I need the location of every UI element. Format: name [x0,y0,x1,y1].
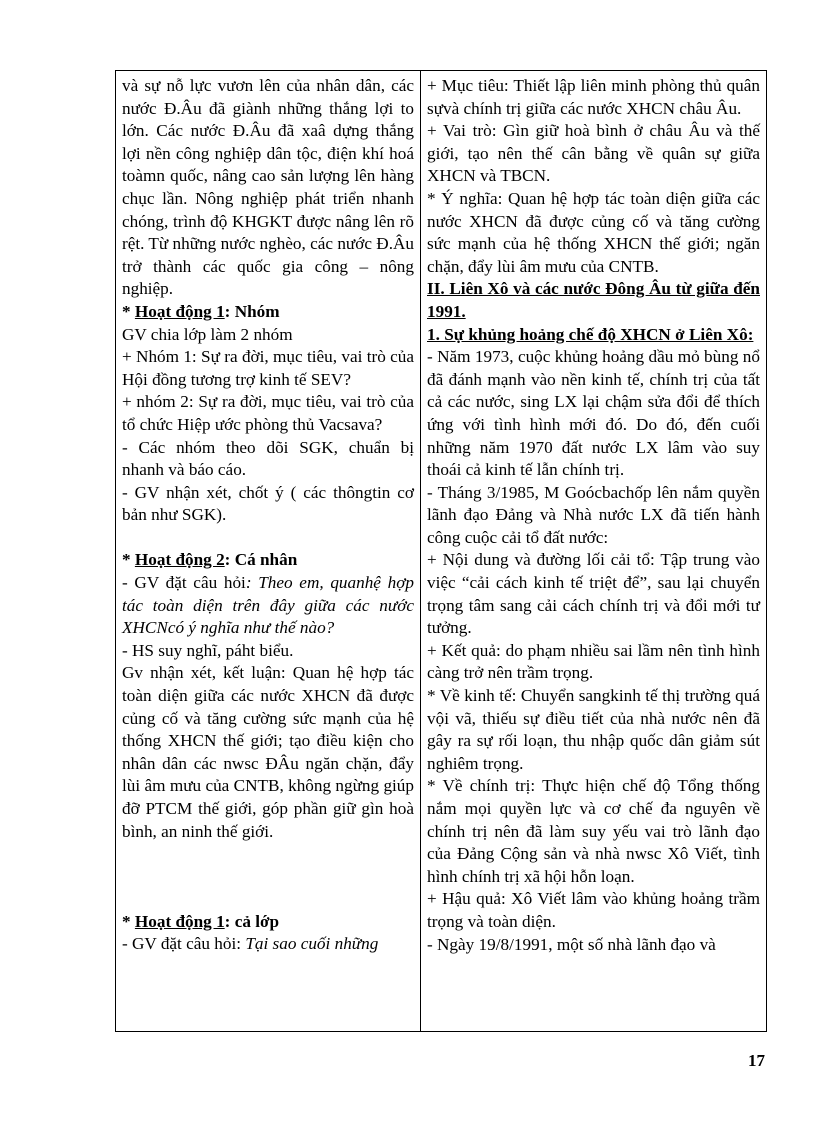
paragraph: - Tháng 3/1985, M Goócbachốp lên nắm quyền lãnh đạo Đảng và Nhà nước LX đã tiến hành công cuộc cải tổ đất nước: [427,482,760,547]
paragraph: * Ý nghĩa: Quan hệ hợp tác toàn diện giữa các nước XHCN đã được củng cố và tăng cường sức mạnh của hệ thống XHCN thế giới; ngăn chặn, đẩy lùi âm mưu của CNTB. [427,188,760,276]
paragraph: + Mục tiêu: Thiết lập liên minh phòng thủ quân sựvà chính trị giữa các nước XHCN châu Âu. [427,76,760,118]
paragraph: + Kết quả: do phạm nhiều sai lầm nên tình hình càng trở nên trầm trọng. [427,640,760,683]
paragraph: + Nhóm 1: Sự ra đời, mục tiêu, vai trò của Hội đồng tương trợ kinh tế SEV? [122,347,414,389]
paragraph [122,572,414,640]
paragraph: + Vai trò: Gìn giữ hoà bình ở châu Âu và thế giới, tạo nên thế cân bằng về quân sự giữa XHCN và TBCN. [427,121,760,186]
question-lead: - GV đặt câu hỏi: [122,934,246,954]
content-table [115,70,767,1032]
heading-prefix: * [122,550,135,570]
heading-rest: : Nhóm [224,301,280,321]
activity-heading [122,549,414,572]
heading-prefix: * [122,301,135,321]
paragraph: * Về kinh tế: Chuyển sangkinh tế thị trường quá vội vã, thiếu sự điều tiết của nhà nước nên đã gây ra sự rối loạn, thu nhập quốc dân giảm sút nghiêm trọng. [427,686,760,773]
right-column [421,71,766,1031]
heading-label: Hoạt động 2 [134,550,225,570]
heading-rest: : Cá nhân [224,550,298,570]
paragraph: Gv nhận xét, kết luận: Quan hệ hợp tác toàn diện giữa các nước XHCN đã được củng cố và tăng cường sức mạnh của hệ thống XHCN thế giới; tạo điều kiện cho nhân dân các nwsc ĐÂu ngăn chặn, đẩy lùi âm mưu của CNTB, không ngừng giúp đỡ PTCM thế giới, góp phần giữ gìn hoà bình, an ninh thế giới. [122,663,414,841]
paragraph [122,933,414,956]
paragraph: * Về chính trị: Thực hiện chế độ Tổng thống nắm mọi quyền lực và cơ chế đa nguyên về chính trị nên đã làm suy yếu vai trò lãnh đạo của Đảng Cộng sản và nhà nwsc Xô Viết, tình hình chính trị xã hội hỗn loạn. [427,776,760,886]
activity-heading [122,301,414,324]
paragraph: - Ngày 19/8/1991, một số nhà lãnh đạo và [427,934,716,954]
heading-label: Hoạt động 1 [134,301,225,321]
paragraph: và sự nỗ lực vươn lên của nhân dân, các nước Đ.Âu đã giành những thắng lợi to lớn. Các nước Đ.Âu đã xaâ dựng thắng lợi nền công nghiệp dân tộc, điện khí hoá toàmn quốc, nâng cao sản lượng lên hàng chục lần. Nông nghiệp phát triển nhanh chóng, trình độ KHGKT được nâng lên rõ rệt. Từ những nước nghèo, các nước Đ.Âu trở thành các quốc gia công – nông nghiệp. [122,76,414,299]
spacer [122,843,414,888]
section-heading: II. Liên Xô và các nước Đông Âu từ giữa đến 1991. [427,279,760,321]
paragraph: + Hậu quả: Xô Viết lâm vào khủng hoảng trầm trọng và toàn diện. [427,889,760,931]
page-number: 17 [748,1051,765,1070]
paragraph: + Nội dung và đường lối cải tổ: Tập trung vào việc “cải cách kinh tế triệt để”, sau lại chuyển trọng tâm sang cải cách chính trị và đổi mới tư tưởng. [427,550,760,638]
paragraph: - Các nhóm theo dõi SGK, chuẩn bị nhanh và báo cáo. [122,437,414,480]
question-text: : Theo em, quanhệ hợp tác toàn diện trên đây giữa các nước XHCNcó ý nghĩa như thế nào? [122,573,414,638]
paragraph: + nhóm 2: Sự ra đời, mục tiêu, vai trò của tổ chức Hiệp ước phòng thủ Vacsava? [122,392,414,434]
subsection-heading: 1. Sự khủng hoảng chế độ XHCN ở Liên Xô: [427,324,754,344]
heading-rest: : cả lớp [224,911,280,931]
question-text: Tại sao cuối những [245,934,379,954]
spacer [122,888,414,911]
paragraph: - HS suy nghĩ, páht biểu. [122,640,294,660]
heading-prefix: * [122,911,135,931]
question-lead: - GV đặt câu hỏi [122,573,246,593]
paragraph: GV chia lớp làm 2 nhóm [122,324,293,344]
paragraph: - GV nhận xét, chốt ý ( các thôngtin cơ bản như SGK). [122,482,414,525]
activity-heading [122,911,414,934]
spacer [122,527,414,550]
paragraph: - Năm 1973, cuộc khủng hoảng dầu mỏ bùng nổ đã đánh mạnh vào nền kinh tế, chính trị của tất cả các nước, sing LX lại chậm sửa đổi để thích ứng với tình hình mới đó. Do đó, đến cuối những năm 1970 đất nước LX lâm vào suy thoái cả kinh tế lẫn chính trị. [427,347,760,480]
left-column [116,71,421,1031]
heading-label: Hoạt động 1 [134,911,225,931]
